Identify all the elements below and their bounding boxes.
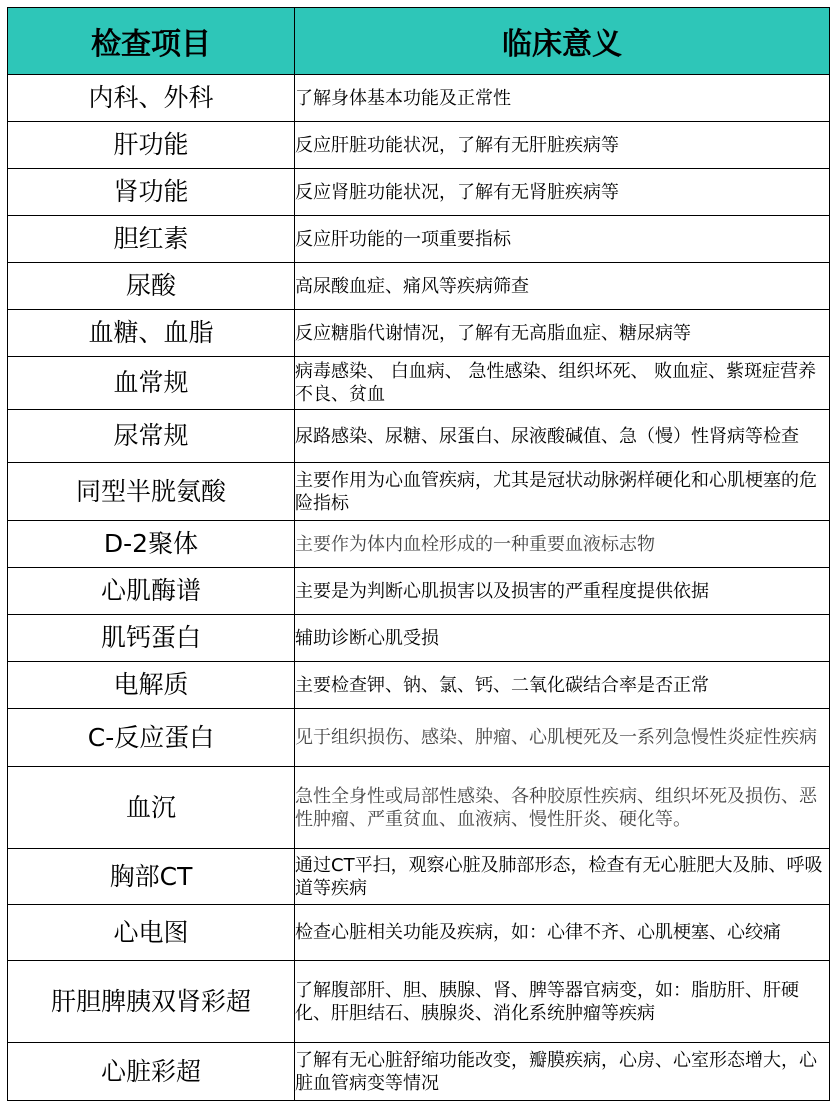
table-row (8, 263, 830, 310)
header-item: 检查项目 (8, 8, 295, 75)
clinical-meaning: 急性全身性或局部性感染、各种胶原性疾病、组织坏死及损伤、恶性肿瘤、严重贫血、血液病、慢性肝炎、硬化等。 (295, 767, 830, 849)
table-row (8, 709, 830, 767)
exam-item: 肝功能 (8, 122, 295, 169)
clinical-meaning: 主要是为判断心肌损害以及损害的严重程度提供依据 (295, 568, 830, 615)
exam-item: 心电图 (8, 905, 295, 961)
table-row (8, 849, 830, 905)
exam-item: 尿酸 (8, 263, 295, 310)
exam-table (7, 7, 830, 1101)
exam-item: C-反应蛋白 (8, 709, 295, 767)
exam-item: 血沉 (8, 767, 295, 849)
clinical-meaning: 了解身体基本功能及正常性 (295, 75, 830, 122)
clinical-meaning: 主要检查钾、钠、氯、钙、二氧化碳结合率是否正常 (295, 662, 830, 709)
clinical-meaning: 通过CT平扫，观察心脏及肺部形态，检查有无心脏肥大及肺、呼吸道等疾病 (295, 849, 830, 905)
clinical-meaning: 反应糖脂代谢情况，了解有无高脂血症、糖尿病等 (295, 310, 830, 357)
exam-item: 肌钙蛋白 (8, 615, 295, 662)
clinical-meaning: 尿路感染、尿糖、尿蛋白、尿液酸碱值、急（慢）性肾病等检查 (295, 410, 830, 463)
table-row (8, 1043, 830, 1101)
clinical-meaning: 见于组织损伤、感染、肿瘤、心肌梗死及一系列急慢性炎症性疾病 (295, 709, 830, 767)
table-row (8, 662, 830, 709)
table-row (8, 568, 830, 615)
table-row (8, 905, 830, 961)
clinical-meaning: 了解有无心脏舒缩功能改变，瓣膜疾病，心房、心室形态增大，心脏血管病变等情况 (295, 1043, 830, 1101)
table-row (8, 310, 830, 357)
table-row (8, 169, 830, 216)
clinical-meaning: 病毒感染、 白血病、 急性感染、组织坏死、 败血症、紫斑症营养不良、贫血 (295, 357, 830, 410)
table-row (8, 216, 830, 263)
table-row (8, 410, 830, 463)
exam-item: 尿常规 (8, 410, 295, 463)
exam-item: 肝胆脾胰双肾彩超 (8, 961, 295, 1043)
exam-item: 心脏彩超 (8, 1043, 295, 1101)
exam-item: 胸部CT (8, 849, 295, 905)
exam-item: 血糖、血脂 (8, 310, 295, 357)
table-row (8, 122, 830, 169)
exam-item: 电解质 (8, 662, 295, 709)
clinical-meaning: 反应肝脏功能状况，了解有无肝脏疾病等 (295, 122, 830, 169)
exam-item: 肾功能 (8, 169, 295, 216)
clinical-meaning: 主要作用为心血管疾病，尤其是冠状动脉粥样硬化和心肌梗塞的危险指标 (295, 463, 830, 521)
exam-item: 内科、外科 (8, 75, 295, 122)
table-row (8, 463, 830, 521)
table-row (8, 521, 830, 568)
table-row (8, 961, 830, 1043)
clinical-meaning: 主要作为体内血栓形成的一种重要血液标志物 (295, 521, 830, 568)
table-row (8, 357, 830, 410)
table-row (8, 767, 830, 849)
clinical-meaning: 辅助诊断心肌受损 (295, 615, 830, 662)
exam-item: 血常规 (8, 357, 295, 410)
clinical-meaning: 检查心脏相关功能及疾病，如：心律不齐、心肌梗塞、心绞痛 (295, 905, 830, 961)
header-meaning: 临床意义 (295, 8, 830, 75)
table-row (8, 615, 830, 662)
exam-item: 胆红素 (8, 216, 295, 263)
exam-item: 心肌酶谱 (8, 568, 295, 615)
exam-item: D-2聚体 (8, 521, 295, 568)
table-row (8, 75, 830, 122)
clinical-meaning: 高尿酸血症、痛风等疾病筛查 (295, 263, 830, 310)
header-row (8, 8, 830, 75)
clinical-meaning: 了解腹部肝、胆、胰腺、肾、脾等器官病变，如：脂肪肝、肝硬化、肝胆结石、胰腺炎、消化系统肿瘤等疾病 (295, 961, 830, 1043)
clinical-meaning: 反应肝功能的一项重要指标 (295, 216, 830, 263)
exam-item: 同型半胱氨酸 (8, 463, 295, 521)
clinical-meaning: 反应肾脏功能状况，了解有无肾脏疾病等 (295, 169, 830, 216)
